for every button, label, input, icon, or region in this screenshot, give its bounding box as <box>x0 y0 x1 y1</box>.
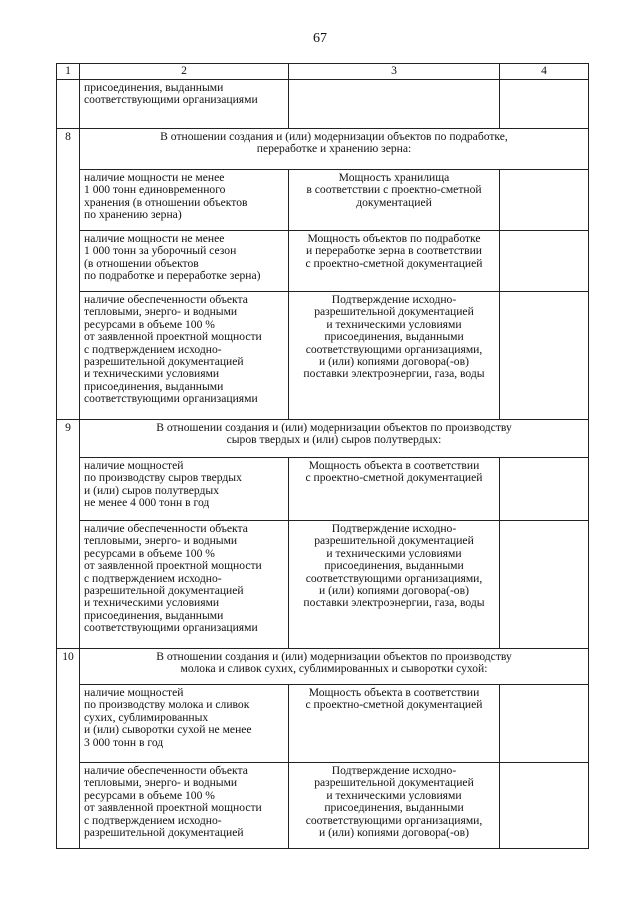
note-cell <box>500 292 589 420</box>
section-row <box>57 649 589 685</box>
note-cell <box>500 521 589 649</box>
section-heading: В отношении создания и (или) модернизации объектов по подработке, переработке и хранению зерна: <box>80 129 589 170</box>
table-row <box>57 458 589 521</box>
requirement-cell: наличие мощностей по производству молока и сливок сухих, сублимированных и (или) сыворотки сухой не менее 3 000 тонн в год <box>80 685 289 763</box>
confirmation-cell: Мощность объектов по подработке и переработке зерна в соответствии с проектно-сметной документацией <box>289 231 500 292</box>
requirement-cell: наличие обеспеченности объекта тепловыми, энерго- и водными ресурсами в объеме 100 % от заявленной проектной мощности с подтверждением исходно- разрешительной документацией и техническими условиями присоединения, выданными соответствующими организациями <box>80 292 289 420</box>
number-cell <box>57 80 80 129</box>
table-row <box>57 763 589 849</box>
confirmation-cell <box>289 80 500 129</box>
requirement-cell: присоединения, выданными соответствующими организациями <box>80 80 289 129</box>
header-cell-3: 3 <box>289 64 500 80</box>
section-heading: В отношении создания и (или) модернизации объектов по производству молока и сливок сухих, сублимированных и сыворотки сухой: <box>80 649 589 685</box>
header-row <box>57 64 589 80</box>
note-cell <box>500 458 589 521</box>
table-row <box>57 521 589 649</box>
confirmation-cell: Подтверждение исходно- разрешительной документацией и техническими условиями присоединения, выданными соответствующими организациями, и (или) копиями договора(-ов) поставки электроэнергии, газа, воды <box>289 521 500 649</box>
header-cell-1: 1 <box>57 64 80 80</box>
section-heading: В отношении создания и (или) модернизации объектов по производству сыров твердых и (или) сыров полутвердых: <box>80 420 589 458</box>
section-number: 10 <box>57 649 80 849</box>
section-number: 9 <box>57 420 80 649</box>
note-cell <box>500 80 589 129</box>
confirmation-cell: Мощность объекта в соответствии с проектно-сметной документацией <box>289 685 500 763</box>
table-row <box>57 170 589 231</box>
confirmation-cell: Подтверждение исходно- разрешительной документацией и техническими условиями присоединения, выданными соответствующими организациями, и (или) копиями договора(-ов) поставки электроэнергии, газа, воды <box>289 292 500 420</box>
requirement-cell: наличие мощности не менее 1 000 тонн единовременного хранения (в отношении объектов по хранению зерна) <box>80 170 289 231</box>
confirmation-cell: Мощность объекта в соответствии с проектно-сметной документацией <box>289 458 500 521</box>
header-cell-2: 2 <box>80 64 289 80</box>
note-cell <box>500 170 589 231</box>
note-cell <box>500 763 589 849</box>
requirement-cell: наличие обеспеченности объекта тепловыми, энерго- и водными ресурсами в объеме 100 % от заявленной проектной мощности с подтверждением исходно- разрешительной документацией и техническими условиями присоединения, выданными соответствующими организациями <box>80 521 289 649</box>
header-cell-4: 4 <box>500 64 589 80</box>
requirement-cell: наличие мощностей по производству сыров твердых и (или) сыров полутвердых не менее 4 000 тонн в год <box>80 458 289 521</box>
note-cell <box>500 231 589 292</box>
requirements-table <box>56 63 589 849</box>
requirement-cell: наличие обеспеченности объекта тепловыми, энерго- и водными ресурсами в объеме 100 % от заявленной проектной мощности с подтверждением исходно- разрешительной документацией <box>80 763 289 849</box>
section-number: 8 <box>57 129 80 420</box>
table-row <box>57 80 589 129</box>
confirmation-cell: Подтверждение исходно- разрешительной документацией и техническими условиями присоединения, выданными соответствующими организациями, и (или) копиями договора(-ов) <box>289 763 500 849</box>
table-row <box>57 231 589 292</box>
table-row <box>57 685 589 763</box>
note-cell <box>500 685 589 763</box>
requirement-cell: наличие мощности не менее 1 000 тонн за уборочный сезон (в отношении объектов по подработке и переработке зерна) <box>80 231 289 292</box>
section-row <box>57 129 589 170</box>
confirmation-cell: Мощность хранилища в соответствии с проектно-сметной документацией <box>289 170 500 231</box>
table-row <box>57 292 589 420</box>
section-row <box>57 420 589 458</box>
page-number: 67 <box>313 31 327 46</box>
